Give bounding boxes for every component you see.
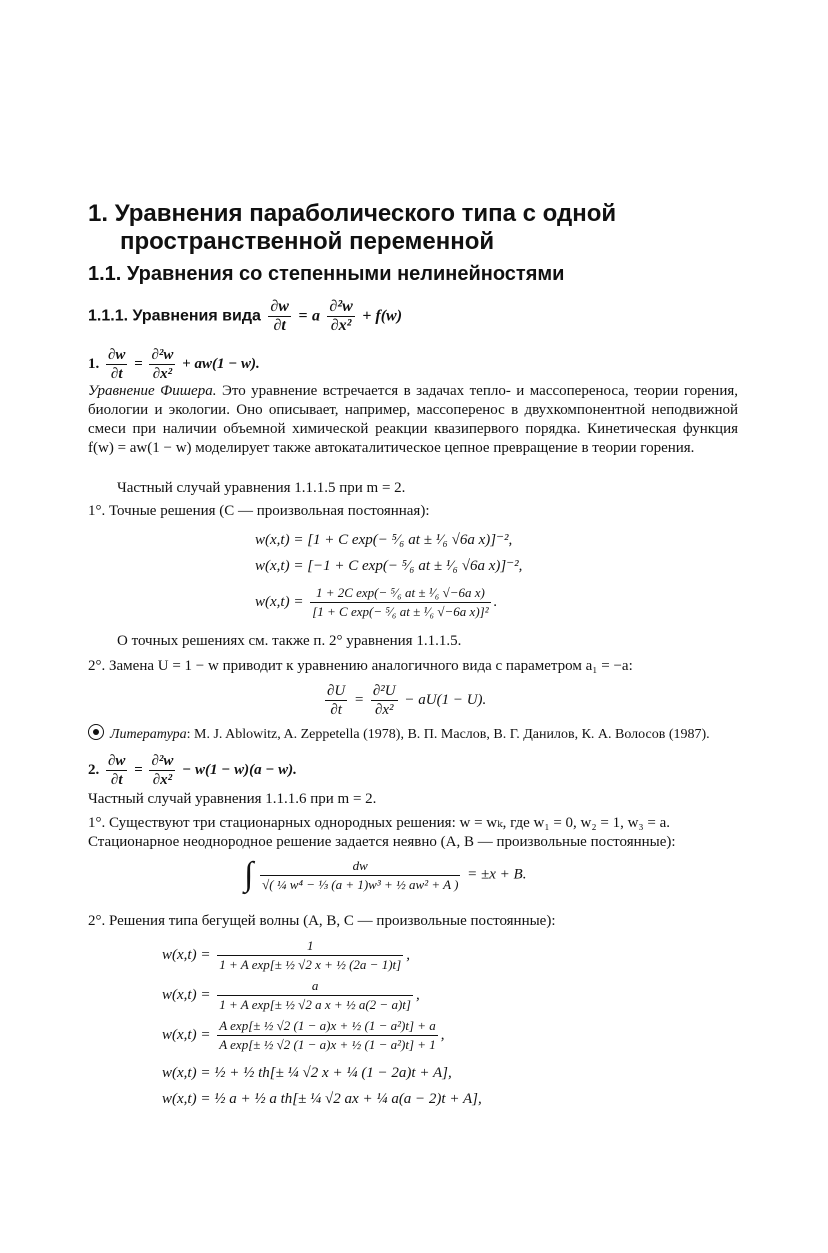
eq2-rhs-den: ∂x² — [149, 770, 175, 789]
eq1-lhs-den: ∂t — [106, 364, 127, 383]
eq1-rhs-tail: + aw(1 − w). — [182, 355, 260, 372]
section-title: Уравнения со степенными нелинейностями — [126, 263, 565, 285]
integral-num: dw — [352, 857, 368, 873]
paragraph-fisher-text: Это уравнение встречается в задачах тепло- и массопереноса, теории горения, биологии и экологии. Оно описывает, например, массоперенос в двухкомпонентной неподвижной смеси при наличии объемной химической реакции квазипервого порядка. Кинетическая функция f(w) = aw(1 − w) моделирует также автокаталитическое цепное превращение в теории горения. — [88, 383, 739, 456]
solution-1-3-num: 1 + 2C exp(− ⁵⁄₆ at ± ¹⁄₆ √−6a x) — [315, 585, 485, 600]
wave-3-lhs: w(x,t) = — [162, 1026, 211, 1043]
equation-2: 2. $\frac{\partial w}{\partial t}$ = $\frac{\text{∂²w}}{\text{∂x²}}$ − w(1 − w)(a − w). — [88, 753, 297, 788]
solution-1-3-lhs: w(x,t) = — [255, 593, 304, 610]
eq2-rhs-tail: − w(1 − w)(a − w). — [182, 761, 297, 778]
item-1-exact-solutions: 1°. Точные решения (C — произвольная постоянная): — [88, 503, 430, 519]
equation-1-number: 1. — [88, 355, 100, 372]
wave-1-den: 1 + A exp[± ½ √2 x + ½ (2a − 1)t] — [219, 957, 402, 972]
section-number: 1.1. — [88, 263, 122, 285]
wave-solution-5: w(x,t) = ½ a + ½ a th[± ¼ √2 ax + ¼ a(a − 2)t + A], — [162, 1091, 482, 1107]
wave-solution-4: w(x,t) = ½ + ½ th[± ¼ √2 x + ¼ (1 − 2a)t + A], — [162, 1065, 452, 1081]
wave-solution-3: w(x,t) = $\frac{\text{A exp[± ½ √2 (1 − a)x + ½ (1 − a²)t] + a}}{\text{A exp[± ½ √2 (1 − a)x + ½ (1 − a²)t] + 1}}$ , — [162, 1018, 445, 1052]
wave-2-lhs: w(x,t) = — [162, 986, 211, 1003]
eq2-lhs-den: ∂t — [106, 770, 127, 789]
subsection-num2: ∂²w — [329, 298, 353, 315]
subsection-den2: ∂x² — [327, 316, 354, 335]
chapter-heading — [88, 200, 616, 256]
solution-1-2: w(x,t) = [−1 + C exp(− ⁵⁄₆ at ± ¹⁄₆ √6a x)]⁻², — [255, 558, 523, 574]
eqU-rhs-den: ∂x² — [371, 700, 398, 719]
integral-equation — [244, 856, 526, 894]
subsection-heading: 1.1.1. Уравнения вида $\frac{\partial w}{\partial t}$ = a $\frac{\text{∂²w}}{\text{∂x²}}$ + f(w) — [88, 298, 403, 334]
equation-2-number: 2. — [88, 761, 100, 778]
eq2-lhs-num: ∂w — [108, 753, 126, 769]
references-label: Литература — [110, 727, 187, 742]
solution-1-3: w(x,t) = $\frac{\text{1 + 2C exp(− ⁵⁄₆ at ± ¹⁄₆ √−6a x)}}{\text{[1 + C exp(− ⁵⁄₆ at ± ¹⁄₆ √−6a x)]²}}$ . — [255, 585, 498, 619]
solution-1-3-den: [1 + C exp(− ⁵⁄₆ at ± ¹⁄₆ √−6a x)]² — [312, 604, 489, 619]
wave-3-den: A exp[± ½ √2 (1 − a)x + ½ (1 − a²)t] + 1 — [219, 1037, 436, 1052]
wave-solution-1: w(x,t) = $\frac{1}{\text{1 + A exp[± ½ √2 x + ½ (2a − 1)t]}}$ , — [162, 938, 410, 972]
references-text: : M. J. Ablowitz, A. Zeppetella (1978), В. П. Маслов, В. Г. Данилов, К. А. Волосов (1987). — [186, 727, 710, 742]
solution-1-1: w(x,t) = [1 + C exp(− ⁵⁄₆ at ± ¹⁄₆ √6a x)]⁻², — [255, 532, 513, 548]
section-heading — [88, 263, 564, 286]
item-2-substitution: 2°. Замена U = 1 − w приводит к уравнению аналогичного вида с параметром a₁ = −a: — [88, 658, 633, 674]
subsection-prefix: 1.1.1. Уравнения вида — [88, 307, 261, 325]
item-1-stationary: 1°. Существуют три стационарных однородных решения: w = wₖ, где w₁ = 0, w₂ = 1, w₃ = a. — [88, 815, 671, 831]
literature-icon — [88, 724, 104, 740]
eq1-lhs-num: ∂w — [108, 347, 126, 363]
equation-u: $\frac{\partial U}{\partial t}$ = $\frac{\text{∂²U}}{\text{∂x²}}$ − aU(1 − U). — [327, 683, 487, 718]
paragraph-fisher-lead: Уравнение Фишера. — [88, 383, 217, 399]
subsection-a: a — [311, 307, 320, 325]
item-2-travelling-wave: 2°. Решения типа бегущей волны (A, B, C — произвольные постоянные): — [88, 913, 556, 929]
item-1-implicit: Стационарное неоднородное решение задается неявно (A, B — произвольные постоянные): — [88, 834, 676, 850]
special-case-1: Частный случай уравнения 1.1.1.5 при m = 2. — [117, 480, 406, 496]
eqU-lhs-den: ∂t — [325, 700, 347, 719]
wave-2-num: a — [311, 978, 319, 993]
chapter-number: 1. — [88, 200, 109, 227]
paragraph-fisher — [88, 382, 738, 458]
subsection-den: ∂t — [268, 316, 291, 335]
see-also: О точных решениях см. также п. 2° уравнения 1.1.1.5. — [117, 633, 462, 649]
eq1-rhs-den: ∂x² — [149, 364, 175, 383]
eq2-rhs-num: ∂²w — [151, 753, 174, 769]
eqU-lhs-num: ∂U — [327, 683, 346, 699]
integral-rhs: = ±x + B. — [467, 866, 527, 883]
wave-1-lhs: w(x,t) = — [162, 946, 211, 963]
references-1 — [88, 724, 710, 743]
integral-sign: ∫ — [244, 856, 254, 893]
wave-2-den: 1 + A exp[± ½ √2 a x + ½ a(2 − a)t] — [219, 997, 411, 1012]
chapter-title-line2: пространственной переменной — [120, 228, 495, 255]
eqU-tail: − aU(1 − U). — [404, 691, 487, 708]
chapter-title-line1: Уравнения параболического типа с одной — [114, 200, 617, 227]
integral-den: √( ¼ w⁴ − ⅓ (a + 1)w³ + ½ aw² + A ) — [262, 876, 459, 892]
equation-1: 1. $\frac{\partial w}{\partial t}$ = $\frac{\text{∂²w}}{\text{∂x²}}$ + aw(1 − w). — [88, 347, 260, 382]
special-case-2: Частный случай уравнения 1.1.1.6 при m = 2. — [88, 791, 377, 807]
subsection-num: ∂w — [270, 298, 289, 315]
wave-solution-2: w(x,t) = $\frac{a}{\text{1 + A exp[± ½ √2 a x + ½ a(2 − a)t]}}$ , — [162, 978, 420, 1012]
subsection-tail: + f(w) — [362, 307, 403, 325]
wave-3-num: A exp[± ½ √2 (1 − a)x + ½ (1 − a²)t] + a — [219, 1018, 436, 1033]
wave-1-num: 1 — [306, 938, 314, 953]
eq1-rhs-num: ∂²w — [151, 347, 174, 363]
eqU-rhs-num: ∂²U — [372, 683, 396, 699]
